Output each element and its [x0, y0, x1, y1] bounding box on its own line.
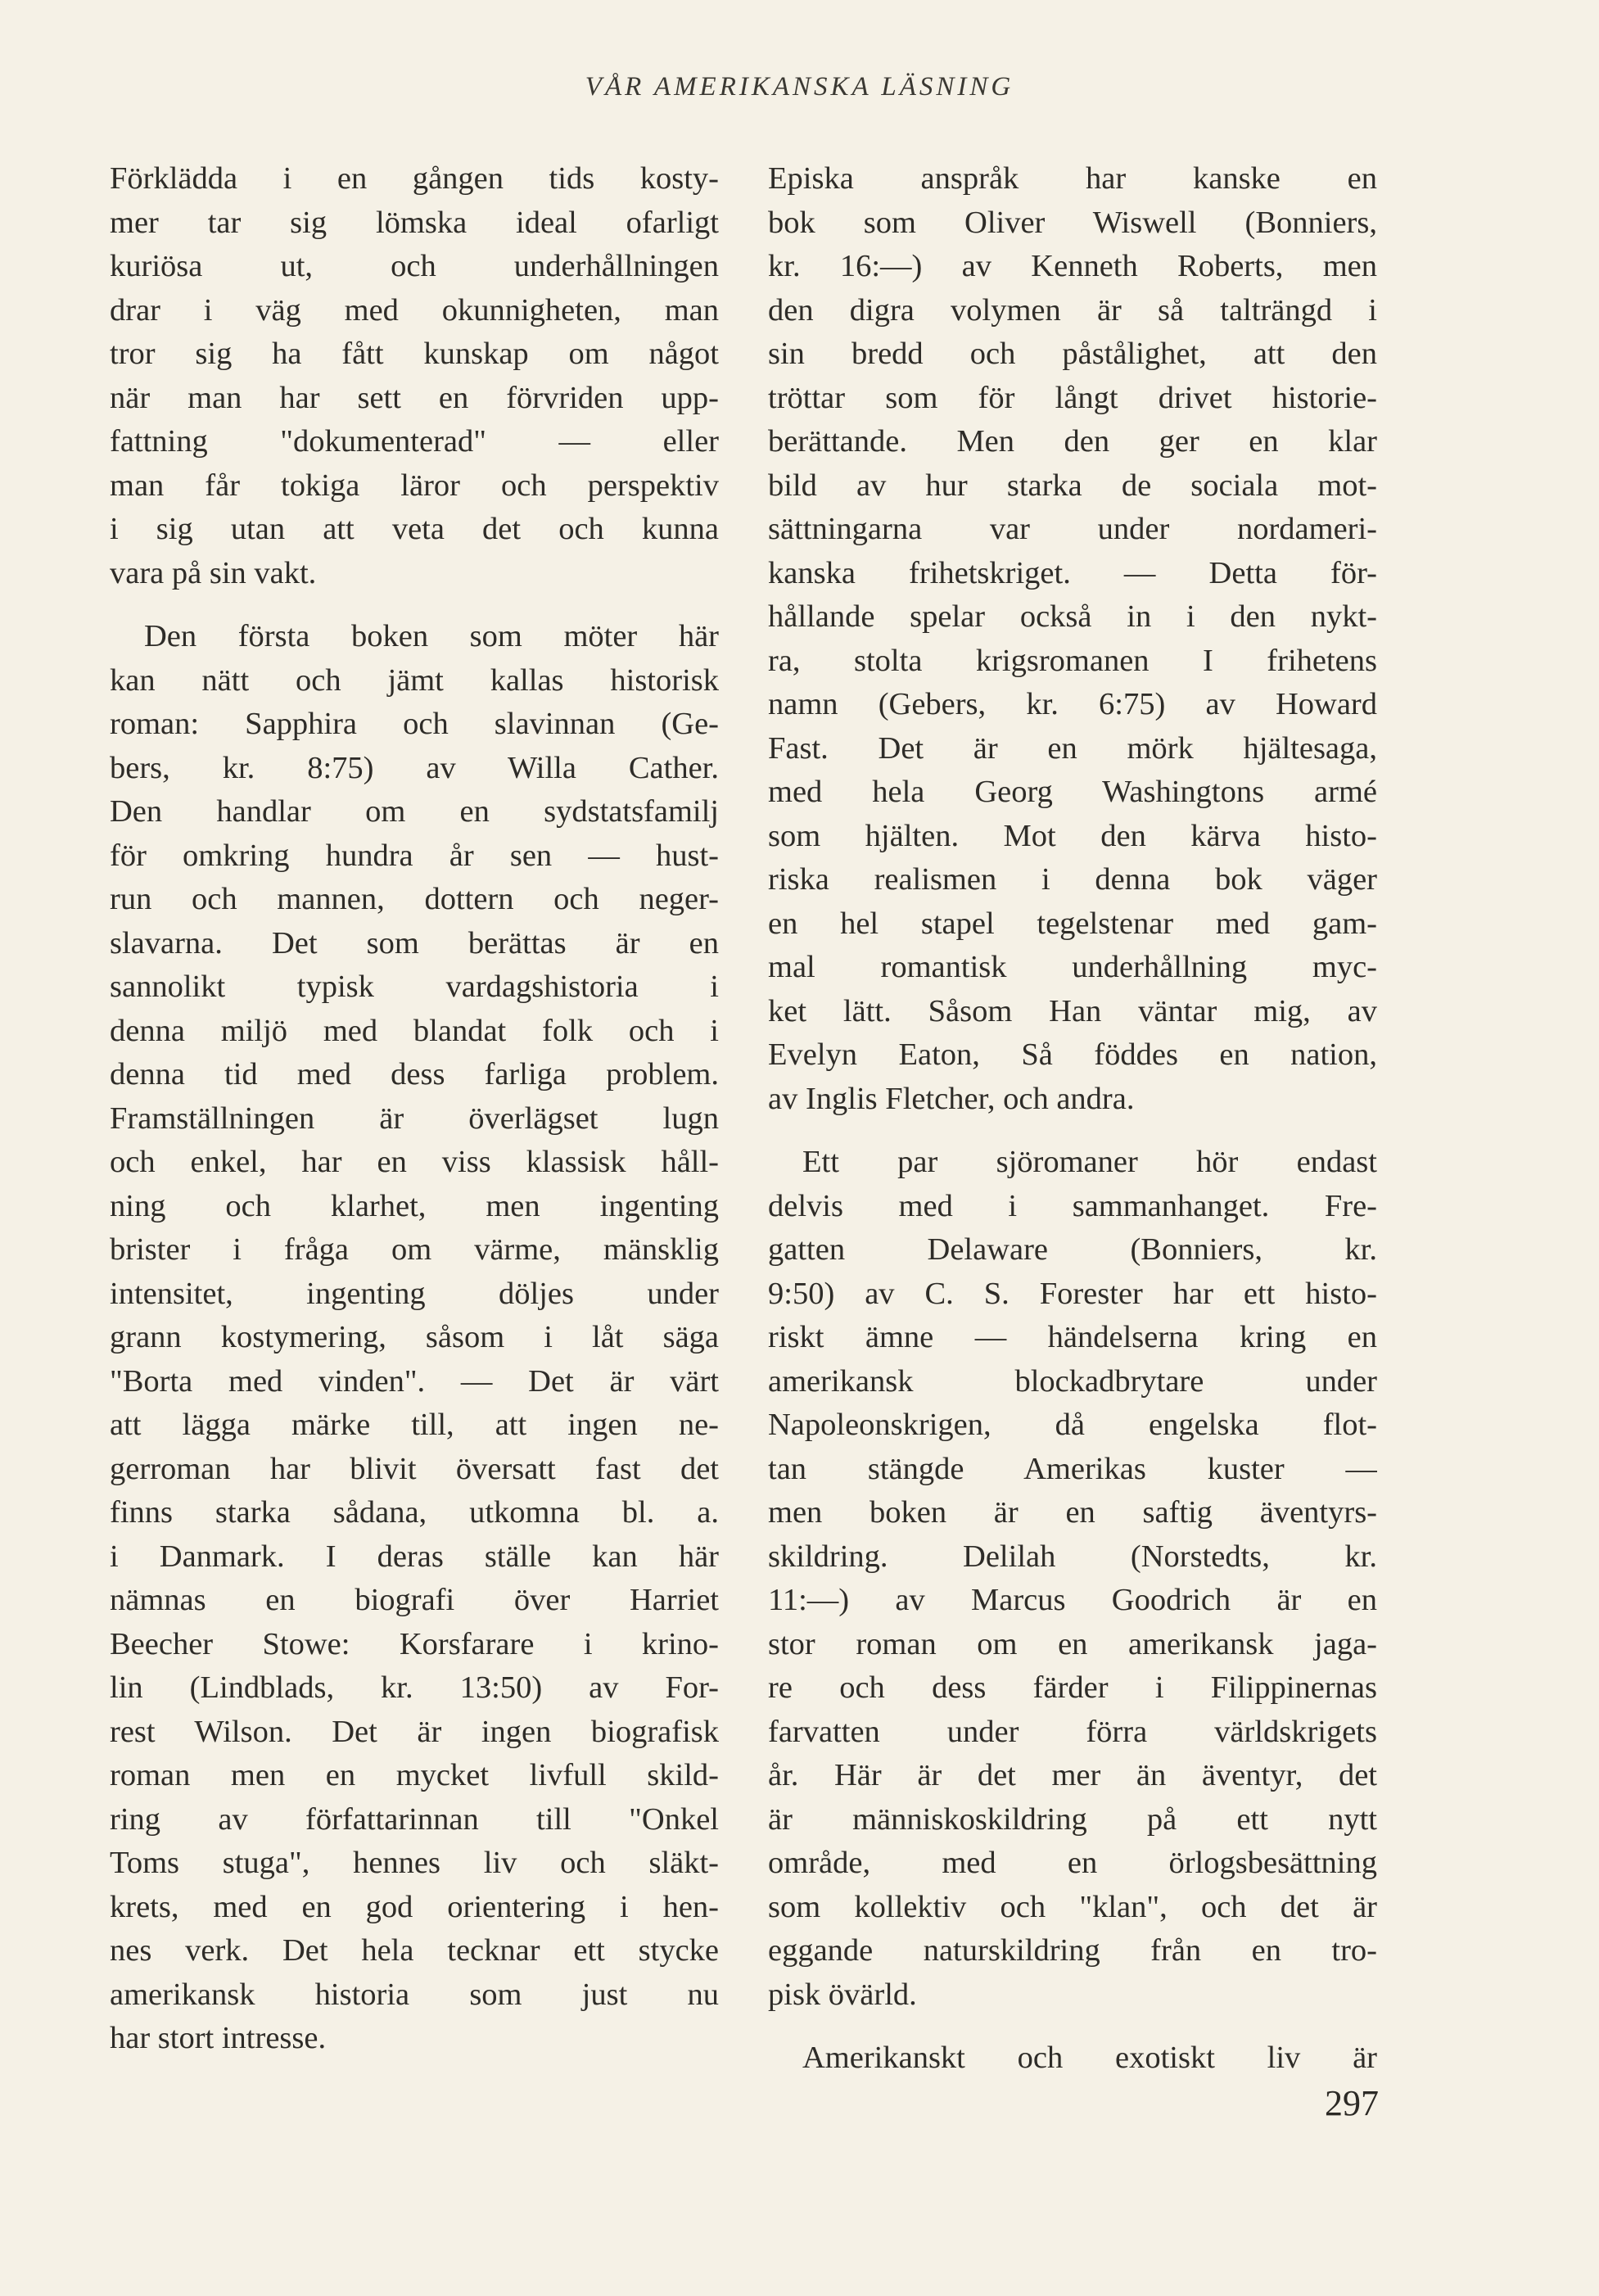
text-line: delvis med i sammanhanget. Fre-: [768, 1188, 1377, 1223]
text-line: kanska frihetskriget. — Detta för-: [768, 555, 1377, 590]
text-line: som hjälten. Mot den kärva histo-: [768, 818, 1377, 853]
text-line: kr. 16:—) av Kenneth Roberts, men: [768, 249, 1377, 283]
text-line: riskt ämne — händelserna kring en: [768, 1320, 1377, 1354]
text-line: har stort intresse.: [110, 2021, 327, 2055]
text-line: stor roman om en amerikansk jaga-: [768, 1626, 1377, 1661]
text-line: för omkring hundra år sen — hust-: [110, 838, 719, 873]
text-line: denna tid med dess farliga problem.: [110, 1057, 719, 1092]
text-line: mer tar sig lömska ideal ofarligt: [110, 205, 719, 240]
text-line: Toms stuga", hennes liv och släkt-: [110, 1846, 719, 1880]
text-line: sin bredd och påstålighet, att den: [768, 337, 1377, 371]
text-line: år. Här är det mer än äventyr, det: [768, 1758, 1377, 1792]
text-line: 11:—) av Marcus Goodrich är en: [768, 1583, 1377, 1617]
text-line: Framställningen är överlägset lugn: [110, 1101, 719, 1136]
text-line: gatten Delaware (Bonniers, kr.: [768, 1232, 1377, 1267]
text-line: tror sig ha fått kunskap om något: [110, 337, 719, 371]
text-line: sättningarna var under nordameri-: [768, 512, 1377, 546]
text-line: Den handlar om en sydstatsfamilj: [110, 794, 719, 829]
text-line: rest Wilson. Det är ingen biografisk: [110, 1714, 719, 1749]
text-line: bild av hur starka de sociala mot-: [768, 468, 1377, 503]
text-line: 9:50) av C. S. Forester har ett histo-: [768, 1276, 1377, 1311]
text-line: en hel stapel tegelstenar med gam-: [768, 906, 1377, 941]
text-line: hållande spelar också in i den nykt-: [768, 599, 1377, 634]
text-line: "Borta med vinden". — Det är värt: [110, 1363, 719, 1399]
text-line: amerikansk blockadbrytare under: [768, 1363, 1377, 1399]
text-line: man får tokiga läror och perspektiv: [110, 468, 719, 503]
text-line: mal romantisk underhållning myc-: [768, 950, 1377, 984]
text-line: finns starka sådana, utkomna bl. a.: [110, 1495, 719, 1530]
text-line: eggande naturskildring från en tro-: [768, 1933, 1377, 1968]
text-line: re och dess färder i Filippinernas: [768, 1670, 1377, 1705]
text-line: att lägga märke till, att ingen ne-: [110, 1408, 719, 1442]
text-line: lin (Lindblads, kr. 13:50) av For-: [110, 1670, 719, 1705]
text-line: Napoleonskrigen, då engelska flot-: [768, 1408, 1377, 1442]
text-line: bok som Oliver Wiswell (Bonniers,: [768, 205, 1377, 240]
right-column: [768, 157, 1377, 2081]
text-line: tröttar som för långt drivet historie-: [768, 380, 1377, 415]
text-line: Fast. Det är en mörk hjältesaga,: [768, 730, 1377, 766]
text-line: roman: Sapphira och slavinnan (Ge-: [110, 707, 719, 741]
text-line: Episka anspråk har kanske en: [768, 161, 1377, 196]
text-line: denna miljö med blandat folk och i: [110, 1013, 719, 1048]
paragraph-gap: [768, 2017, 1377, 2036]
text-line: farvatten under förra världskrigets: [768, 1714, 1377, 1749]
text-line: bers, kr. 8:75) av Willa Cather.: [110, 750, 719, 785]
text-line: ra, stolta krigsromanen I frihetens: [768, 643, 1377, 678]
text-line: drar i väg med okunnigheten, man: [110, 292, 719, 328]
text-line: sannolikt typisk vardagshistoria i: [110, 969, 719, 1004]
page-number: 297: [1325, 2083, 1379, 2123]
text-line: grann kostymering, såsom i låt säga: [110, 1320, 719, 1354]
paragraph: [768, 157, 1377, 1121]
text-line: roman men en mycket livfull skild-: [110, 1758, 719, 1792]
text-line: vara på sin vakt.: [110, 555, 317, 590]
paragraph: [768, 2036, 1377, 2081]
text-line: i sig utan att veta det och kunna: [110, 512, 719, 546]
text-line: ning och klarhet, men ingenting: [110, 1188, 719, 1223]
paragraph-gap: [110, 595, 719, 615]
text-line: berättande. Men den ger en klar: [768, 424, 1377, 459]
text-line: Ett par sjöromaner hör endast: [802, 1145, 1377, 1179]
text-line: krets, med en god orientering i hen-: [110, 1889, 719, 1924]
text-line: när man har sett en förvriden upp-: [110, 380, 719, 415]
paragraph: [110, 615, 719, 2061]
text-line: som kollektiv och "klan", och det är: [768, 1889, 1377, 1924]
left-column: [110, 157, 719, 2061]
running-head: VÅR AMERIKANSKA LÄSNING: [585, 72, 1014, 102]
text-line: riska realismen i denna bok väger: [768, 862, 1377, 897]
text-line: Förklädda i en gången tids kosty-: [110, 161, 719, 196]
text-line: nämnas en biografi över Harriet: [110, 1583, 719, 1617]
text-line: med hela Georg Washingtons armé: [768, 775, 1377, 809]
text-line: kan nätt och jämt kallas historisk: [110, 662, 719, 698]
text-line: den digra volymen är så talträngd i: [768, 292, 1377, 328]
text-line: Den första boken som möter här: [144, 619, 719, 653]
text-line: fattning "dokumenterad" — eller: [110, 424, 719, 459]
text-line: Beecher Stowe: Korsfarare i krino-: [110, 1626, 719, 1661]
text-line: Evelyn Eaton, Så föddes en nation,: [768, 1037, 1377, 1072]
text-line: men boken är en saftig äventyrs-: [768, 1495, 1377, 1530]
paragraph: [110, 157, 719, 595]
text-line: slavarna. Det som berättas är en: [110, 925, 719, 960]
text-line: tan stängde Amerikas kuster —: [768, 1451, 1377, 1486]
text-line: nes verk. Det hela tecknar ett stycke: [110, 1933, 719, 1968]
text-line: är människoskildring på ett nytt: [768, 1801, 1377, 1837]
paragraph: [768, 1141, 1377, 2017]
text-line: ket lätt. Såsom Han väntar mig, av: [768, 993, 1377, 1028]
text-line: pisk övärld.: [768, 1977, 917, 2012]
text-line: amerikansk historia som just nu: [110, 1977, 719, 2012]
text-line: skildring. Delilah (Norstedts, kr.: [768, 1539, 1377, 1574]
text-line: ring av författarinnan till "Onkel: [110, 1801, 719, 1837]
text-line: gerroman har blivit översatt fast det: [110, 1451, 719, 1486]
text-line: av Inglis Fletcher, och andra.: [768, 1081, 1135, 1116]
text-line: intensitet, ingenting döljes under: [110, 1276, 719, 1311]
text-line: i Danmark. I deras ställe kan här: [110, 1539, 719, 1574]
paragraph-gap: [768, 1121, 1377, 1141]
text-line: kuriösa ut, och underhållningen: [110, 249, 719, 283]
text-line: Amerikanskt och exotiskt liv är: [802, 2041, 1377, 2075]
text-line: område, med en örlogsbesättning: [768, 1846, 1377, 1880]
text-line: namn (Gebers, kr. 6:75) av Howard: [768, 687, 1377, 721]
text-line: och enkel, har en viss klassisk håll-: [110, 1145, 719, 1179]
text-line: brister i fråga om värme, mänsklig: [110, 1232, 719, 1267]
text-line: run och mannen, dottern och neger-: [110, 882, 719, 916]
